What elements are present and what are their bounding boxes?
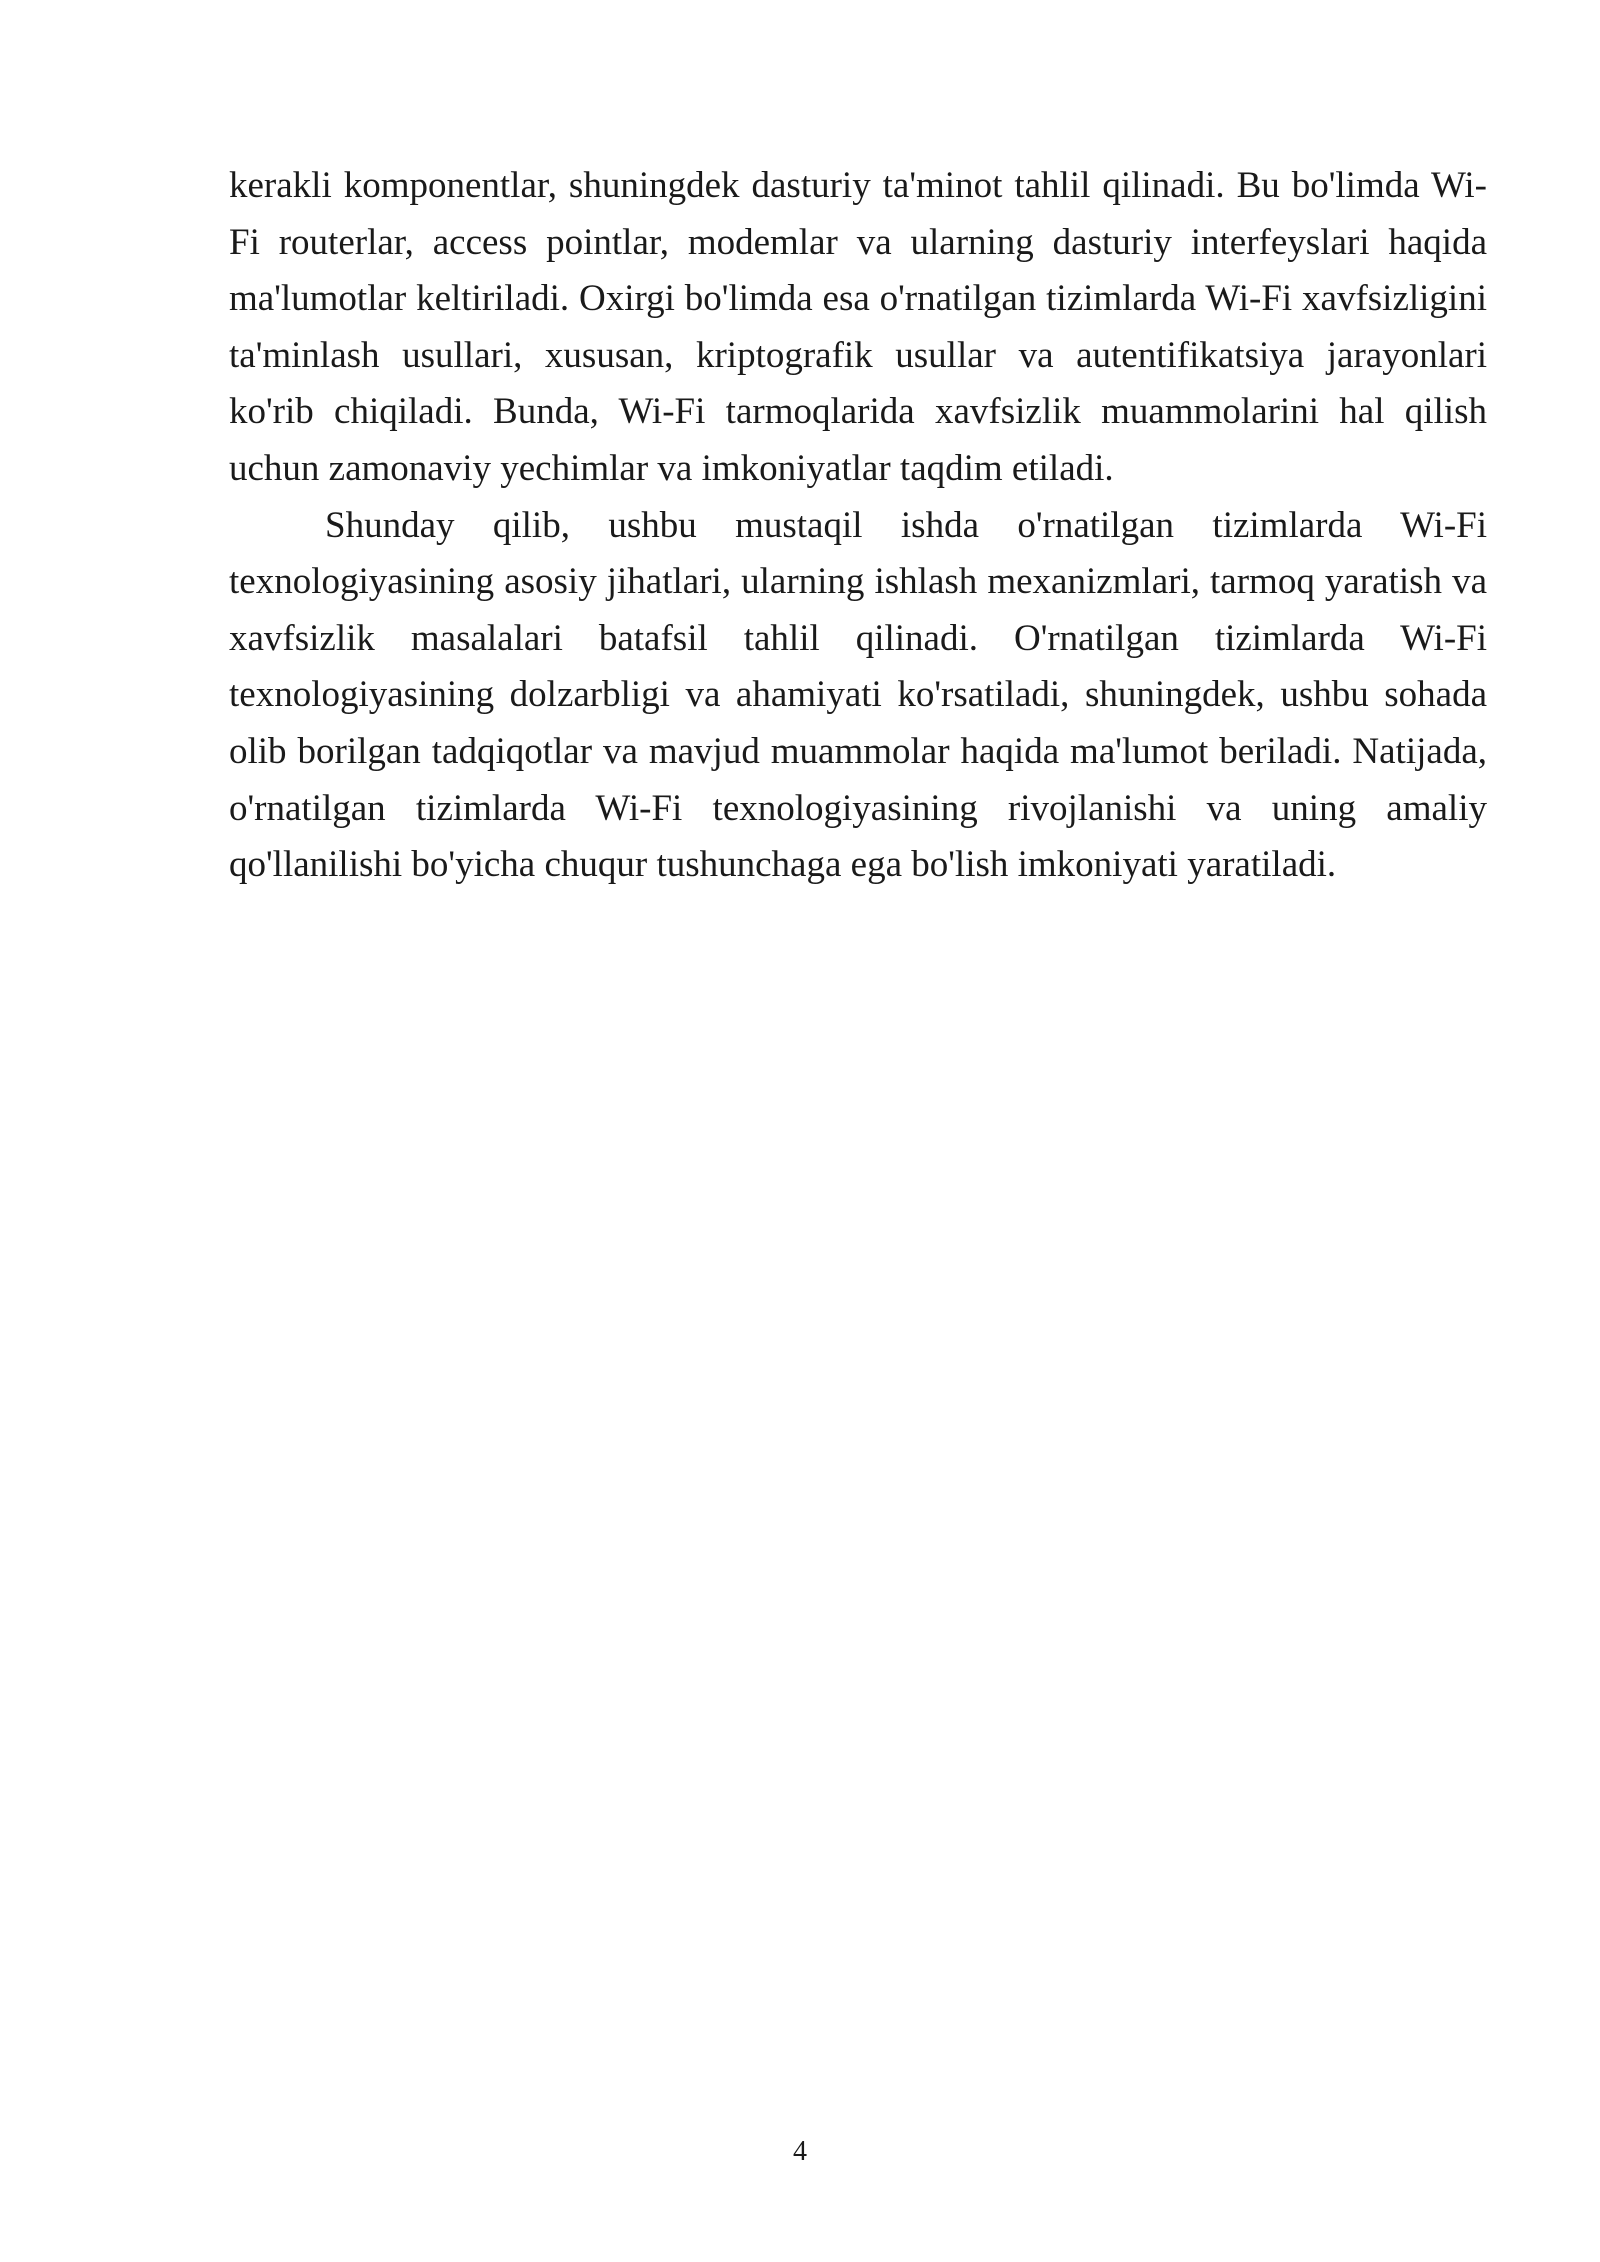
paragraph-continuation: kerakli komponentlar, shuningdek dasturiy ta'minot tahlil qilinadi. Bu bo'limda Wi-Fi routerlar, access pointlar, modemlar va ularning dasturiy interfeyslari haqida ma'lumotlar keltiriladi. Oxirgi bo'limda esa o'rnatilgan tizimlarda Wi-Fi xavfsizligini ta'minlash usullari, xususan, kriptografik usullar va autentifikatsiya jarayonlari ko'rib chiqiladi. Bunda, Wi-Fi tarmoqlarida xavfsizlik muammolarini hal qilish uchun zamonaviy yechimlar va imkoniyatlar taqdim etiladi.	[229, 165, 1487, 489]
page-number: 4	[793, 2136, 807, 2167]
paragraph-conclusion: Shunday qilib, ushbu mustaqil ishda o'rnatilgan tizimlarda Wi-Fi texnologiyasining asosiy jihatlari, ularning ishlash mexanizmlari, tarmoq yaratish va xavfsizlik masalalari batafsil tahlil qilinadi. O'rnatilgan tizimlarda Wi-Fi texnologiyasining dolzarbligi va ahamiyati ko'rsatiladi, shuningdek, ushbu sohada olib borilgan tadqiqotlar va mavjud muammolar haqida ma'lumot beriladi. Natijada, o'rnatilgan tizimlarda Wi-Fi texnologiyasining rivojlanishi va uning amaliy qo'llanilishi bo'yicha chuqur tushunchaga ega bo'lish imkoniyati yaratiladi.	[229, 504, 1487, 886]
body-text	[229, 158, 1487, 894]
